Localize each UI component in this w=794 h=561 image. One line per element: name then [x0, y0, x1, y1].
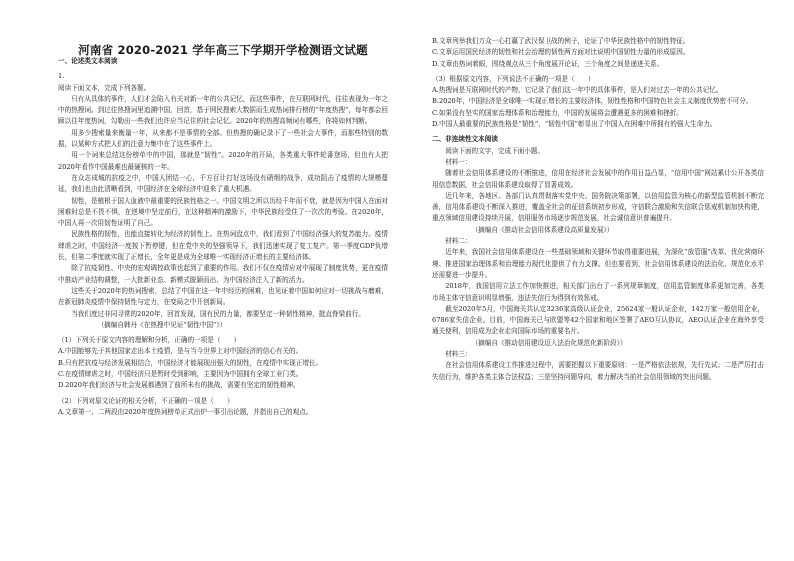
option-a: A.文章第一、二两段由2020年度热词榜单正式出炉一事引出论题，并指出自己的观点。: [58, 407, 313, 416]
material-label: 材料三：: [445, 350, 472, 359]
part-number: 1.: [58, 72, 65, 81]
paragraph: 随着社会信用体系建设的不断推进，信用在经济社会发展中的作用日益凸显，“信用中国”网站累计公开各类信用信息数据，社会信用体系建设取得了显著成效。: [432, 169, 764, 189]
paragraph: 截至2020年5月，中国海关共认定3236家高级认证企业，25624家一般认证企业，142万家一般信用企业，6786家失信企业。目前，中国海关已与欧盟等42个国家和地区签署了AEO互认协议，AEO认证企业在海外享受通关便利，信用成为企业走向国际市场的重要名片。: [432, 304, 764, 336]
section-heading: 一、论述类文本阅读: [58, 57, 118, 65]
option-d: D.2020年我们经济与社会发展都遇到了前所未有的挑战，需要有坚定的韧性精神。: [58, 381, 300, 390]
option-b: B.文章列举我们万众一心打赢了武汉保卫战的例子，论证了中华民族性格中的韧性特征。: [432, 37, 690, 45]
right-column: [432, 36, 764, 555]
source-citation: （摘编自《推动社会信用体系建设高质量发展》）: [471, 225, 614, 234]
paragraph: 当我们度过非同寻常的2020年，回首发现，国有民的力量，都要坚定一种韧性精神，挺直脊梁前行。: [71, 309, 365, 318]
material-label: 材料二：: [445, 237, 472, 246]
paragraph: 韧性，是植根于国人血液中最重要的民族性格之一。中国文明之所以历经千年而不衰，就是因为中国人在面对困难时总是不畏不惧，在逆境中坚定前行，在这种精神的激励下，中华民族经受住了一次次的考验。在2020年，中国人再一次用韧性证明了自己。: [58, 196, 388, 228]
left-column: [58, 34, 388, 555]
page-title: 河南省 2020-2021 学年高三下学期开学检测语文试题: [78, 43, 368, 57]
question-2: （2）下列对原文论证的相关分析，不正确的一项是（ ）: [58, 396, 234, 405]
source-citation: （摘编自《推动信用建设迈入法治化规范化新阶段》）: [471, 338, 627, 347]
option-c: C.如果没有坚实的国家治理体系和治理能力，中国的发展将会遭遇更多的困难和挫折。: [432, 108, 683, 117]
paragraph: 这些关于2020年的热词搜索，总结了中国在这一年中经历的困难，也见证着中国如何应对一切挑战与磨难，在新冠肺炎疫情中保持韧性与定力，在变局之中开创新局。: [58, 286, 388, 307]
paragraph: 用一个词来总结这份榜单中的中国，那就是“韧性”。2020年的开局，各类重大事件轮番登场，但也有人把2020年看作中国最难也最硬核的一年。: [58, 151, 388, 171]
option-c: C.在疫情肆虐之时，中国经济只是暂时受到影响，主要因为中国拥有全球工业门类。: [58, 370, 303, 379]
option-a: A.中国能够先于其他国家走出本土疫情，是与当今世界上对中国经济的信心有关的。: [58, 347, 303, 356]
paragraph: 近年来，我国社会信用体系建设在一些基础领域和关键环节取得重要进展，为深化“放管服”改革、优化营商环境、推进国家治理体系和治理能力现代化提供了有力支撑。但也要看到，社会信用体系建设的法治化、规范化水平还需要进一步提升。: [432, 248, 764, 279]
question-1: （1）下列关于原文内容的理解和分析，正确的一项是（ ）: [58, 336, 241, 345]
paragraph: 除了抗疫韧性、中央的宏观调控政策也起到了重要的作用。我们不仅在疫情应对中展现了制度优势，更在疫情中推动产业结构调整，一大批新业态、新模式脱颖而出，为中国经济注入了新的活力。: [58, 264, 388, 284]
option-b: B.只有把抗疫与经济发展相结合，中国经济才能展现出强大的韧性，在疫情中实现正增长。: [58, 358, 323, 367]
question-3: （3）根据原文内容，下列说法不正确的一项是（ ）: [432, 74, 595, 83]
source-citation: （摘编自韩丹《在热搜中见证“韧性中国”》）: [97, 320, 227, 329]
passage: [58, 94, 388, 320]
paragraph: 只有从具体的事件，人们才会陷入有关对新一年的公共记忆，而这些事件，在互联网时代，往往表现为一年之中的热搜词。到过往热搜词里追溯中国，回首，基于网民搜索大数据而生成热词排行榜的“年度热搜”，每年都会回顾以往年度热词，勾勒出一些我们也许应当记住的社会记忆。2020年的热搜高频词有哪些，你将如何判断。: [58, 94, 388, 126]
reading-intro: 阅读下面的文字，完成下面小题。: [445, 146, 545, 155]
option-d: D.文章由热词着眼，围绕观点从三个角度展开论证，三个角度之间是递进关系。: [432, 59, 664, 68]
paragraph: 近几年来，各地区、各部门认真贯彻落实党中央、国务院决策部署，以信用监管为核心的新型监管机制不断完善，信用体系建设不断深入推进，覆盖全社会的征信系统初步形成，守信联合激励和失信联合惩戒机制加快构建，重点领域信用建设持续开展，信用服务市场逐步规范发展，社会诚信意识普遍提升。: [432, 191, 764, 223]
paragraph: 在社会信用体系建设工作推进过程中，需要把握以下重要原则：一是严格依法依规，先行先试；二是严厉打击失信行为，维护各类主体合法权益；三是坚持问题导向，着力解决当前社会信用领域的突出问题。: [432, 361, 764, 381]
option-a: A.热搜词是互联网时代的产物，它记录了我们这一年中的具体事件，是人们对过去一年的公共记忆。: [432, 86, 723, 95]
material-label: 材料一：: [445, 157, 472, 166]
paragraph: 2018年，我国信用立法工作加快推进，相关部门出台了一系列规章制度，信用监管制度体系更加完善，各类市场主体守信意识明显增强，违法失信行为得到有效惩戒。: [432, 282, 764, 302]
paragraph: 民族性格的韧性，也能直接转化为经济的韧性上。在热词盘点中，我们看到了中国经济强大的复苏能力。疫情肆虐之时，中国经济一度按下暂停键，但在党中央的坚强领导下，我们迅速实现了复工复产。第一季度GDP负增长，但第二季度就实现了正增长，全年更是成为全球唯一实现经济正增长的主要经济体。: [58, 230, 388, 262]
reading-intro: 阅读下面文本，完成下列各题。: [58, 83, 151, 92]
section-heading: 二、非连续性文本阅读: [432, 135, 498, 144]
option-b: B.2020年，中国经济是全球唯一实现正增长的主要经济体，韧性性格和中国特色社会主义制度优势密不可分。: [432, 97, 753, 106]
option-d: D.中国人最重要的民族性格是“韧性”，“韧性中国”彰显出了中国人在困难中所拥有的强大生命力。: [432, 120, 717, 129]
paragraph: 用多少搜索量来衡量一年，从来都不是事情的全部。但热搜的确记录下了一些社会大事件，而那些特别的数据，以某种方式把人们的注意力集中在了这些事件上。: [58, 128, 388, 149]
paragraph: 在众志成城的抗疫之中，中国人团结一心，千方百计打好这场没有硝烟的战争，成功阻击了疫情的大规模蔓延，我们也由此清晰看到，中国经济在全球经济中迎来了重大机遇。: [58, 173, 388, 194]
option-c: C.文章运用国民经济的韧性和社会治理的韧性两方面对比说明中国韧性力量的形成原因。: [432, 48, 690, 57]
